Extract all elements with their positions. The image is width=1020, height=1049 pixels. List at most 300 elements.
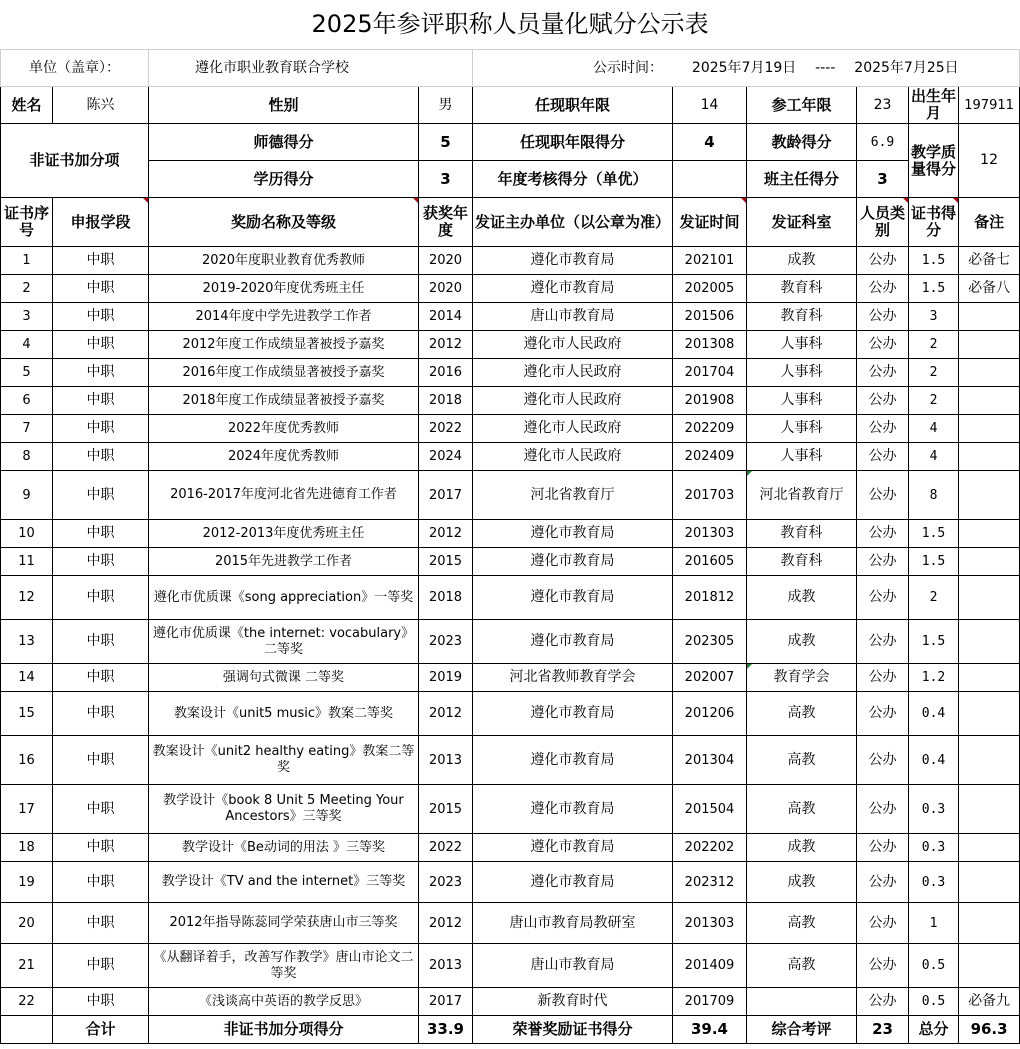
table-row [1,903,1020,944]
name-label: 姓名 [1,87,53,124]
row-issuer: 遵化市人民政府 [473,359,673,387]
row-category: 公办 [857,387,909,415]
totals-label: 合计 [53,1016,149,1044]
row-dept: 教育科 [747,520,857,548]
row-issue-time: 201709 [673,988,747,1016]
row-year: 2024 [419,443,473,471]
publish-end: 2025年7月25日 [854,59,959,76]
row-issue-time: 202101 [673,247,747,275]
row-score: 2 [909,387,959,415]
work-years-value: 23 [857,87,909,124]
row-seq: 5 [1,359,53,387]
row-year: 2017 [419,471,473,520]
annual-label: 年度考核得分（单优） [473,161,673,198]
row-issue-time: 202312 [673,862,747,903]
table-row [1,620,1020,664]
row-issue-time: 201303 [673,903,747,944]
table-row [1,576,1020,620]
total-value: 96.3 [959,1016,1020,1044]
totals-row [1,1016,1020,1044]
teach-years-label: 教龄得分 [747,124,857,161]
row-year: 2015 [419,785,473,834]
row-category: 公办 [857,834,909,862]
tenure-score-label: 任现职年限得分 [473,124,673,161]
row-dept: 高教 [747,692,857,736]
row-stage: 中职 [53,736,149,785]
table-row [1,785,1020,834]
row-note [959,443,1020,471]
table-row [1,736,1020,785]
row-year: 2022 [419,834,473,862]
work-years-label: 参工年限 [747,87,857,124]
row-dept [747,988,857,1016]
row-issuer: 唐山市教育局教研室 [473,903,673,944]
row-score: 3 [909,303,959,331]
row-seq: 6 [1,387,53,415]
header-category: 人员类别 [857,198,909,247]
row-note: 必备八 [959,275,1020,303]
row-issuer: 遵化市教育局 [473,548,673,576]
birth-value: 197911 [959,87,1020,124]
row-seq: 7 [1,415,53,443]
row-stage: 中职 [53,692,149,736]
row-dept: 人事科 [747,443,857,471]
row-score: 0.3 [909,862,959,903]
row-category: 公办 [857,944,909,988]
row-issuer: 遵化市人民政府 [473,387,673,415]
header-note: 备注 [959,198,1020,247]
row-score: 1.5 [909,520,959,548]
row-seq: 8 [1,443,53,471]
row-category: 公办 [857,862,909,903]
row-dept: 高教 [747,903,857,944]
row-stage: 中职 [53,862,149,903]
row-note [959,471,1020,520]
row-dept: 成教 [747,834,857,862]
header-year: 获奖年度 [419,198,473,247]
row-year: 2020 [419,247,473,275]
publish-time [473,50,1020,87]
noncert-row-1 [1,124,1020,161]
row-seq: 14 [1,664,53,692]
row-note [959,520,1020,548]
row-year: 2015 [419,548,473,576]
row-category: 公办 [857,664,909,692]
header-stage: 申报学段 [53,198,149,247]
row-stage: 中职 [53,548,149,576]
row-score: 4 [909,443,959,471]
eval-value: 23 [857,1016,909,1044]
row-dept: 教育科 [747,303,857,331]
row-year: 2023 [419,862,473,903]
row-stage: 中职 [53,275,149,303]
row-year: 2023 [419,620,473,664]
header-dept: 发证科室 [747,198,857,247]
header-award: 奖励名称及等级 [149,198,419,247]
table-row [1,359,1020,387]
row-seq: 17 [1,785,53,834]
row-seq: 16 [1,736,53,785]
row-note [959,785,1020,834]
row-issue-time: 201812 [673,576,747,620]
row-award: 2020年度职业教育优秀教师 [149,247,419,275]
row-year: 2018 [419,576,473,620]
row-seq: 11 [1,548,53,576]
row-year: 2012 [419,903,473,944]
row-award: 2016-2017年度河北省先进德育工作者 [149,471,419,520]
noncert-label: 非证书加分项 [1,124,149,198]
row-award: 2022年度优秀教师 [149,415,419,443]
row-issuer: 遵化市教育局 [473,862,673,903]
table-row [1,520,1020,548]
row-note [959,415,1020,443]
header-seq: 证书序号 [1,198,53,247]
row-score: 2 [909,331,959,359]
row-issue-time: 201308 [673,331,747,359]
row-note [959,387,1020,415]
row-issuer: 遵化市教育局 [473,275,673,303]
row-issuer: 遵化市教育局 [473,736,673,785]
row-issue-time: 201605 [673,548,747,576]
row-award: 2015年先进教学工作者 [149,548,419,576]
row-issue-time: 201908 [673,387,747,415]
table-row [1,303,1020,331]
row-year: 2013 [419,736,473,785]
header-score: 证书得分 [909,198,959,247]
row-note: 必备九 [959,988,1020,1016]
ethics-label: 师德得分 [149,124,419,161]
noncert-total-label: 非证书加分项得分 [149,1016,419,1044]
birth-label: 出生年月 [909,87,959,124]
row-issuer: 遵化市教育局 [473,576,673,620]
table-row [1,834,1020,862]
totals-blank [1,1016,53,1044]
table-row [1,944,1020,988]
row-score: 2 [909,576,959,620]
row-note [959,834,1020,862]
row-award: 教案设计《unit2 healthy eating》教案二等奖 [149,736,419,785]
headteacher-label: 班主任得分 [747,161,857,198]
row-dept: 教育科 [747,275,857,303]
row-dept: 成教 [747,247,857,275]
row-seq: 2 [1,275,53,303]
row-award: 2012年指导陈蕊同学荣获唐山市三等奖 [149,903,419,944]
row-year: 2020 [419,275,473,303]
row-score: 0.3 [909,785,959,834]
row-issue-time: 201304 [673,736,747,785]
name-value: 陈兴 [53,87,149,124]
row-note [959,692,1020,736]
row-stage: 中职 [53,359,149,387]
header-row [1,198,1020,247]
quality-label: 教学质量得分 [909,124,959,198]
row-score: 1.5 [909,275,959,303]
row-issue-time: 201303 [673,520,747,548]
row-issue-time: 202202 [673,834,747,862]
eval-label: 综合考评 [747,1016,857,1044]
row-issuer: 遵化市人民政府 [473,443,673,471]
row-issue-time: 201206 [673,692,747,736]
row-category: 公办 [857,331,909,359]
gender-label: 性别 [149,87,419,124]
row-category: 公办 [857,576,909,620]
row-seq: 22 [1,988,53,1016]
row-award: 教学设计《TV and the internet》三等奖 [149,862,419,903]
tenure-label: 任现职年限 [473,87,673,124]
table-row [1,247,1020,275]
row-score: 0.4 [909,692,959,736]
row-note [959,903,1020,944]
row-issuer: 新教育时代 [473,988,673,1016]
row-year: 2017 [419,988,473,1016]
row-issuer: 遵化市教育局 [473,620,673,664]
row-award: 2014年度中学先进教学工作者 [149,303,419,331]
row-seq: 15 [1,692,53,736]
row-year: 2022 [419,415,473,443]
table-row [1,988,1020,1016]
row-dept: 成教 [747,576,857,620]
row-dept: 教育学会 [747,664,857,692]
row-stage: 中职 [53,415,149,443]
row-year: 2012 [419,692,473,736]
row-award: 2016年度工作成绩显著被授予嘉奖 [149,359,419,387]
row-score: 1.5 [909,620,959,664]
row-seq: 10 [1,520,53,548]
quality-value: 12 [959,124,1020,198]
row-dept: 高教 [747,944,857,988]
row-dept: 人事科 [747,359,857,387]
row-year: 2016 [419,359,473,387]
table-row [1,664,1020,692]
row-issuer: 遵化市教育局 [473,834,673,862]
row-seq: 20 [1,903,53,944]
row-dept: 高教 [747,785,857,834]
row-issue-time: 201506 [673,303,747,331]
row-issuer: 遵化市教育局 [473,785,673,834]
row-issue-time: 201504 [673,785,747,834]
row-stage: 中职 [53,988,149,1016]
row-award: 2024年度优秀教师 [149,443,419,471]
row-note [959,359,1020,387]
row-category: 公办 [857,275,909,303]
row-seq: 19 [1,862,53,903]
row-issue-time: 202007 [673,664,747,692]
row-category: 公办 [857,548,909,576]
row-award: 教学设计《Be动词的用法 》三等奖 [149,834,419,862]
publish-start: 2025年7月19日 [691,59,797,76]
row-issuer: 遵化市教育局 [473,692,673,736]
honor-total-label: 荣誉奖励证书得分 [473,1016,673,1044]
row-stage: 中职 [53,576,149,620]
row-category: 公办 [857,415,909,443]
row-award: 2019-2020年度优秀班主任 [149,275,419,303]
row-stage: 中职 [53,331,149,359]
publish-sep: ---- [815,59,836,76]
table-row [1,387,1020,415]
row-issuer: 遵化市人民政府 [473,415,673,443]
honor-total-value: 39.4 [673,1016,747,1044]
row-note [959,736,1020,785]
row-score: 4 [909,415,959,443]
row-note [959,944,1020,988]
row-year: 2018 [419,387,473,415]
row-category: 公办 [857,785,909,834]
education-label: 学历得分 [149,161,419,198]
row-stage: 中职 [53,785,149,834]
row-issue-time: 202005 [673,275,747,303]
row-stage: 中职 [53,620,149,664]
row-award: 2018年度工作成绩显著被授予嘉奖 [149,387,419,415]
row-category: 公办 [857,471,909,520]
page-title: 2025年参评职称人员量化赋分公示表 [311,10,709,38]
row-stage: 中职 [53,903,149,944]
noncert-row-2 [1,161,1020,198]
row-score: 1.5 [909,247,959,275]
row-issuer: 遵化市教育局 [473,520,673,548]
row-category: 公办 [857,247,909,275]
row-issue-time: 202305 [673,620,747,664]
row-issuer: 河北省教育厅 [473,471,673,520]
table-row [1,415,1020,443]
row-seq: 9 [1,471,53,520]
row-award: 强调句式微课 二等奖 [149,664,419,692]
row-stage: 中职 [53,443,149,471]
table-row [1,275,1020,303]
row-dept: 成教 [747,862,857,903]
row-stage: 中职 [53,944,149,988]
row-issue-time: 202209 [673,415,747,443]
row-dept: 人事科 [747,415,857,443]
row-note: 必备七 [959,247,1020,275]
row-note [959,303,1020,331]
row-category: 公办 [857,620,909,664]
row-stage: 中职 [53,303,149,331]
row-note [959,664,1020,692]
row-category: 公办 [857,303,909,331]
table-row [1,862,1020,903]
tenure-score-value: 4 [673,124,747,161]
row-year: 2019 [419,664,473,692]
info-row [1,87,1020,124]
row-year: 2012 [419,520,473,548]
row-note [959,331,1020,359]
row-seq: 21 [1,944,53,988]
row-year: 2012 [419,331,473,359]
header-issue-time: 发证时间 [673,198,747,247]
row-dept: 人事科 [747,387,857,415]
row-award: 2012年度工作成绩显著被授予嘉奖 [149,331,419,359]
row-award: 遵化市优质课《song appreciation》一等奖 [149,576,419,620]
publish-label: 公示时间： [593,59,663,76]
row-seq: 13 [1,620,53,664]
row-issue-time: 201703 [673,471,747,520]
table-row [1,471,1020,520]
row-category: 公办 [857,736,909,785]
row-dept: 人事科 [747,331,857,359]
row-year: 2013 [419,944,473,988]
row-award: 《浅谈高中英语的教学反思》 [149,988,419,1016]
row-score: 1.2 [909,664,959,692]
row-dept: 成教 [747,620,857,664]
row-category: 公办 [857,520,909,548]
row-score: 1.5 [909,548,959,576]
row-score: 0.5 [909,944,959,988]
row-seq: 18 [1,834,53,862]
row-issue-time: 202409 [673,443,747,471]
table-row [1,548,1020,576]
row-category: 公办 [857,988,909,1016]
row-year: 2014 [419,303,473,331]
unit-label: 单位（盖章）： [1,50,149,87]
table-row [1,692,1020,736]
row-category: 公办 [857,443,909,471]
row-category: 公办 [857,359,909,387]
row-seq: 3 [1,303,53,331]
row-issuer: 河北省教师教育学会 [473,664,673,692]
row-score: 0.5 [909,988,959,1016]
row-score: 0.4 [909,736,959,785]
row-dept: 教育科 [747,548,857,576]
row-issue-time: 201409 [673,944,747,988]
row-category: 公办 [857,903,909,944]
row-stage: 中职 [53,471,149,520]
row-stage: 中职 [53,664,149,692]
row-note [959,548,1020,576]
row-award: 《从翻译着手，改善写作教学》唐山市论文二等奖 [149,944,419,988]
row-stage: 中职 [53,520,149,548]
row-category: 公办 [857,692,909,736]
row-award: 教学设计《book 8 Unit 5 Meeting Your Ancestors》三等奖 [149,785,419,834]
row-issuer: 遵化市人民政府 [473,331,673,359]
unit-value: 遵化市职业教育联合学校 [149,50,473,87]
row-seq: 12 [1,576,53,620]
row-issuer: 唐山市教育局 [473,303,673,331]
row-dept: 河北省教育厅 [747,471,857,520]
teach-years-value: 6.9 [857,124,909,161]
row-stage: 中职 [53,387,149,415]
row-issuer: 遵化市教育局 [473,247,673,275]
table-row [1,331,1020,359]
row-dept: 高教 [747,736,857,785]
gender-value: 男 [419,87,473,124]
row-issue-time: 201704 [673,359,747,387]
row-note [959,576,1020,620]
total-label: 总分 [909,1016,959,1044]
row-score: 8 [909,471,959,520]
row-award: 2012-2013年度优秀班主任 [149,520,419,548]
row-award: 教案设计《unit5 music》教案二等奖 [149,692,419,736]
education-value: 3 [419,161,473,198]
headteacher-value: 3 [857,161,909,198]
row-stage: 中职 [53,247,149,275]
annual-value [673,161,747,198]
row-score: 0.3 [909,834,959,862]
row-note [959,620,1020,664]
ethics-value: 5 [419,124,473,161]
noncert-total-value: 33.9 [419,1016,473,1044]
row-seq: 4 [1,331,53,359]
row-note [959,862,1020,903]
header-issuer: 发证主办单位（以公章为准） [473,198,673,247]
row-stage: 中职 [53,834,149,862]
tenure-value: 14 [673,87,747,124]
table-row [1,443,1020,471]
row-score: 2 [909,359,959,387]
row-score: 1 [909,903,959,944]
row-seq: 1 [1,247,53,275]
row-issuer: 唐山市教育局 [473,944,673,988]
row-award: 遵化市优质课《the internet: vocabulary》二等奖 [149,620,419,664]
